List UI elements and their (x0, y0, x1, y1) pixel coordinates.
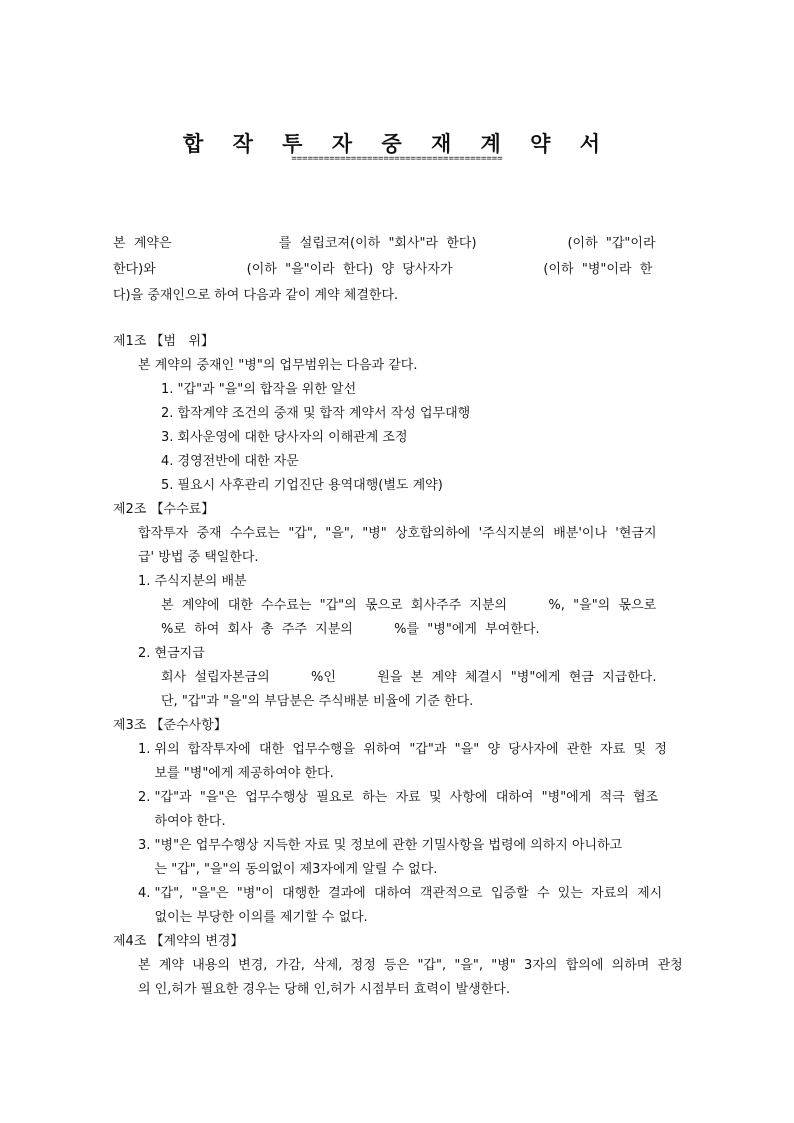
article-2-sub-1-title: 1. 주식지분의 배분 (138, 574, 247, 589)
article-3-line: 없이는 부당한 이의를 제기할 수 없다. (138, 910, 368, 925)
article-2-sub-1-line-1: 본 계약에 대한 수수료는 "갑"의 몫으로 회사주주 지분의 %, "을"의 몫으로 (161, 598, 657, 613)
article-2-sub-2-line-1: 회사 설립자본금의 %인 원을 본 계약 체결시 "병"에게 현금 지급한다. (161, 670, 657, 685)
article-1-heading: 제1조 【범 위】 (113, 334, 215, 349)
article-1-item: 1. "갑"과 "을"의 합작을 위한 알선 (161, 382, 357, 397)
article-2-sub-2-line-2: 단, "갑"과 "을"의 부담분은 주식배분 비율에 기준 한다. (161, 694, 474, 709)
article-3-heading: 제3조 【준수사항】 (113, 718, 227, 733)
article-2-heading: 제2조 【수수료】 (113, 502, 215, 517)
article-3-line: 2. "갑"과 "을"은 업무수행상 필요로 하는 자료 및 사항에 대하여 "병"에게 적극 협조 (138, 790, 659, 805)
article-1-item: 3. 회사운영에 대한 당사자의 이해관계 조정 (161, 430, 408, 445)
article-4-heading: 제4조 【계약의 변경】 (113, 934, 244, 949)
article-3-line: 1. 위의 합작투자에 대한 업무수행을 위하여 "갑"과 "을" 양 당사자에 관한 자료 및 정 (138, 742, 667, 757)
article-3-line: 보를 "병"에게 제공하여야 한다. (138, 766, 334, 781)
article-4-line-2: 의 인,허가 필요한 경우는 당해 인,허가 시점부터 효력이 발생한다. (138, 982, 510, 997)
document-title: 합 작 투 자 중 재 계 약 서 (182, 132, 612, 156)
title-underline: ======================================= (291, 154, 503, 164)
article-1-body: 본 계약의 중재인 "병"의 업무범위는 다음과 같다. (138, 358, 418, 373)
article-3-line: 는 "갑", "을"의 동의없이 제3자에게 알릴 수 없다. (138, 862, 438, 877)
article-2-body-line-2: 급' 방법 중 택일한다. (138, 550, 259, 565)
intro-line-3: 다)을 중재인으로 하여 다음과 같이 계약 체결한다. (113, 288, 399, 303)
article-2-sub-2-title: 2. 현금지급 (138, 646, 205, 661)
article-2-sub-1-line-2: %로 하여 회사 총 주주 지분의 %를 "병"에게 부여한다. (161, 622, 540, 637)
intro-line-2: 한다)와 (이하 "을"이라 한다) 양 당사자가 (이하 "병"이라 한 (113, 262, 653, 277)
article-4-line-1: 본 계약 내용의 변경, 가감, 삭제, 정정 등은 "갑", "을", "병" 3자의 합의에 의하며 관청 (138, 958, 683, 973)
article-1-item: 4. 경영전반에 대한 자문 (161, 454, 299, 469)
intro-line-1: 본 계약은 를 설립코져(이하 "회사"라 한다) (이하 "갑"이라 (113, 236, 656, 251)
article-2-body-line-1: 합작투자 중재 수수료는 "갑", "을", "병" 상호합의하에 '주식지분의 배분'이나 '현금지 (138, 526, 657, 541)
article-3-line: 3. "병"은 업무수행상 지득한 자료 및 정보에 관한 기밀사항을 법령에 의하지 아니하고 (138, 838, 623, 853)
article-1-item: 5. 필요시 사후관리 기업진단 용역대행(별도 계약) (161, 478, 443, 493)
article-3-line: 4. "갑", "을"은 "병"이 대행한 결과에 대하여 객관적으로 입증할 수 있는 자료의 제시 (138, 886, 663, 901)
article-3-line: 하여야 한다. (138, 814, 226, 829)
article-1-item: 2. 합작계약 조건의 중재 및 합작 계약서 작성 업무대행 (161, 406, 471, 421)
